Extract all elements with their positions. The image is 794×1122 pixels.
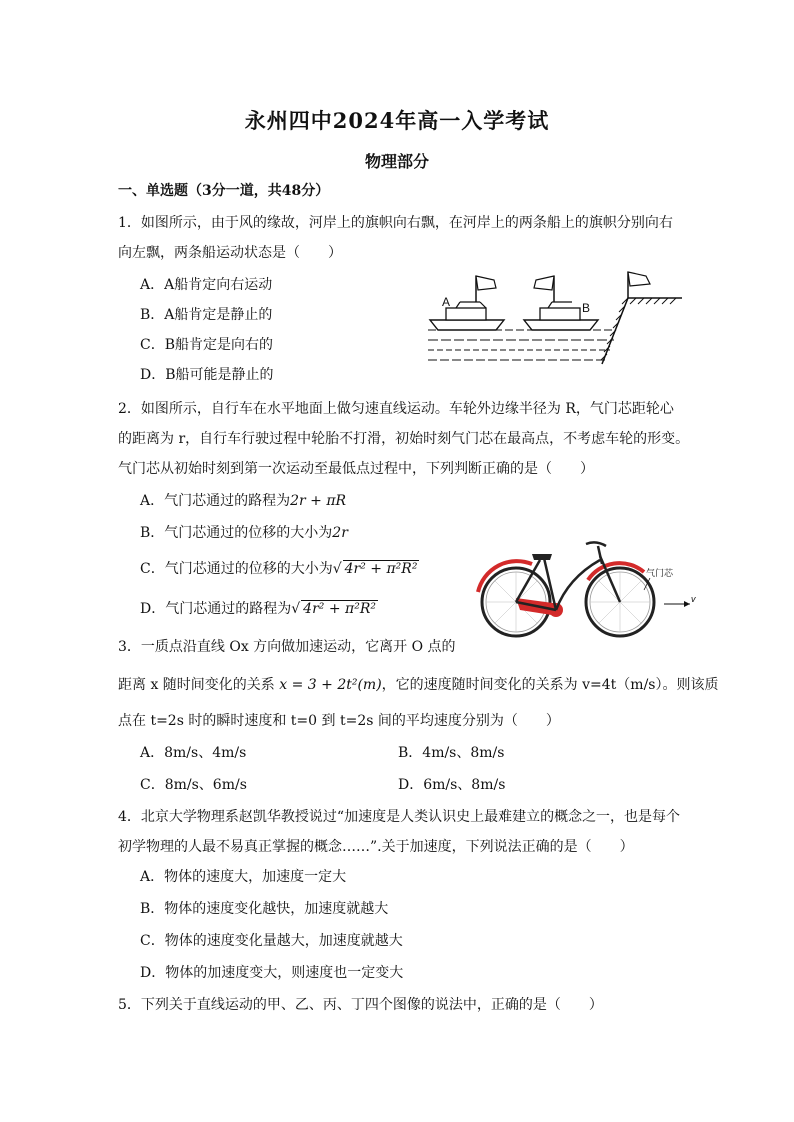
q3-line2-text-a: 距离 x 随时间变化的关系 [118, 677, 280, 693]
q3-line1: 3．一质点沿直线 Ox 方向做加速运动，它离开 O 点的 [118, 639, 456, 655]
q1-option-a: A．A船肯定向右运动 [140, 277, 273, 293]
q2-option-c-text: C．气门芯通过的位移的大小为 [140, 561, 333, 577]
q2-option-d-math: 4r² + π²R² [303, 601, 376, 617]
q4-option-c: C．物体的速度变化量越大，加速度就越大 [140, 933, 403, 949]
q3-option-d: D．6m/s、8m/s [398, 777, 506, 793]
q2-option-a-text: A．气门芯通过的路程为 [140, 493, 291, 509]
q3-option-a: A．8m/s、4m/s [140, 745, 247, 761]
velocity-label: v [691, 594, 696, 604]
q3-option-c: C．8m/s、6m/s [140, 777, 247, 793]
q1-option-b: B．A船肯定是静止的 [140, 307, 273, 323]
page-subtitle: 物理部分 [364, 152, 429, 171]
q3-line2-text-b: ，它的速度随时间变化的关系为 v=4t（m/s）。则该质 [381, 677, 719, 693]
q2-line1: 2．如图所示，自行车在水平地面上做匀速直线运动。车轮外边缘半径为 R，气门芯距轮心 [118, 401, 674, 417]
valve-core-label: 气门芯 [646, 568, 674, 578]
q2-option-b-text: B．气门芯通过的位移的大小为 [140, 525, 333, 541]
q3-line3: 点在 t=2s 时的瞬时速度和 t=0 到 t=2s 间的平均速度分别为（ ） [118, 713, 560, 729]
q4-option-a: A．物体的速度大，加速度一定大 [140, 869, 347, 885]
q1-line1: 1．如图所示，由于风的缘故，河岸上的旗帜向右飘，在河岸上的两条船上的旗帜分别向右 [118, 215, 673, 231]
q4-line1: 4．北京大学物理系赵凯华教授说过“加速度是人类认识史上最难建立的概念之一，也是每个 [118, 809, 681, 825]
q2-option-c-math: 4r² + π²R² [344, 561, 418, 577]
q4-line2: 初学物理的人最不易真正掌握的概念……”.关于加速度，下列说法正确的是（ ） [118, 839, 634, 855]
q4-option-d: D．物体的加速度变大，则速度也一定变大 [140, 965, 404, 981]
q2-line2: 的距离为 r，自行车行驶过程中轮胎不打滑，初始时刻气门芯在最高点，不考虑车轮的形变。 [118, 431, 690, 447]
q2-option-d-text: D．气门芯通过的路程为 [140, 601, 292, 617]
bicycle-figure [468, 538, 700, 638]
q3-line2 [118, 674, 718, 694]
q4-option-b: B．物体的速度变化越快，加速度就越大 [140, 901, 389, 917]
page-title: 永州四中2024年高一入学考试 [244, 108, 550, 133]
q1-option-d: D．B船可能是静止的 [140, 367, 274, 383]
q1-option-c: C．B船肯定是向右的 [140, 337, 273, 353]
q3-option-b: B．4m/s、8m/s [398, 745, 505, 761]
boats-figure [420, 264, 688, 384]
q2-line3: 气门芯从初始时刻到第一次运动至最低点过程中，下列判断正确的是（ ） [118, 461, 594, 477]
q2-option-a-math: 2r + πR [290, 493, 347, 509]
q1-line2: 向左飘，两条船运动状态是（ ） [118, 245, 342, 261]
q2-option-b [140, 522, 348, 542]
boat-b-label: B [582, 301, 591, 315]
q2-option-c: C．气门芯通过的位移的大小为√ 4r² + π²R² [140, 561, 418, 577]
q3-line2-math: x = 3 + 2t²(m) [279, 677, 382, 693]
q2-option-b-math: 2r [332, 525, 348, 541]
section-heading: 一、单选题（3分一道，共48分） [118, 183, 330, 199]
q2-option-d: D．气门芯通过的路程为√ 4r² + π²R² [140, 601, 376, 617]
q5-line1: 5．下列关于直线运动的甲、乙、丙、丁四个图像的说法中，正确的是（ ） [118, 997, 603, 1013]
q2-option-a [140, 490, 346, 510]
boat-a-label: A [442, 295, 451, 309]
